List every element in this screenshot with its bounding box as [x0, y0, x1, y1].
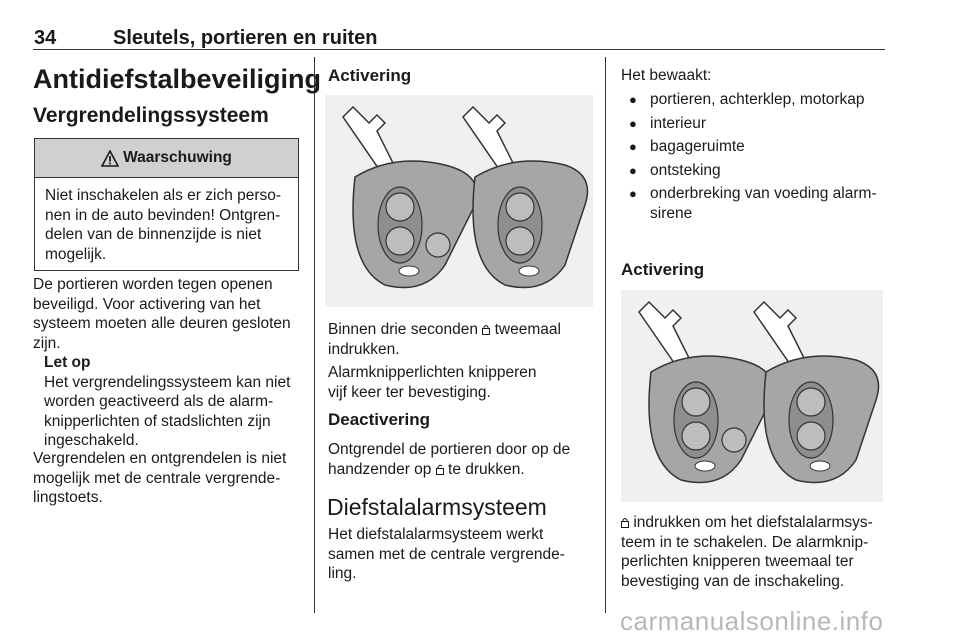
key-fob-illustration-2 [621, 290, 883, 502]
text-line: systeem moeten alle deuren gesloten [33, 315, 291, 332]
unlock-icon [436, 464, 444, 475]
alarm-activation-instruction [621, 513, 873, 591]
list-item [621, 184, 891, 204]
text-span: handzender op [328, 460, 432, 478]
text-line: ingeschakeld. [44, 432, 139, 449]
key-fob-icon [325, 95, 593, 307]
text-line: De portieren worden tegen openen [33, 276, 273, 293]
list-item: ● portieren, achterklep, motorkap [621, 90, 891, 110]
text-line [328, 320, 561, 340]
text-line: Ontgrendel de portieren door op de [328, 441, 571, 458]
activation-instruction [328, 320, 561, 359]
text-line [328, 460, 570, 480]
text-line: bevestiging van de inschakeling. [621, 572, 845, 590]
list-item: ● bagageruimte [621, 137, 891, 157]
header-divider [33, 49, 885, 50]
chapter-title: Sleutels, portieren en ruiten [113, 27, 378, 49]
watermark: carmanualsonline.info [620, 606, 884, 636]
note-block [44, 353, 290, 451]
key-fob-illustration [325, 95, 593, 307]
lock-icon [482, 324, 490, 335]
text-line: lingstoets. [33, 489, 103, 506]
note-heading: Let op [44, 354, 91, 371]
lock-icon [621, 517, 629, 528]
text-line: Het diefstalalarmsysteem werkt [328, 526, 544, 543]
body-paragraph [328, 525, 565, 584]
alarm-section-title: Diefstalalarmsysteem [327, 494, 547, 520]
warning-line: delen van de binnenzijde is niet [45, 226, 262, 243]
body-paragraph [328, 363, 537, 402]
activation-heading-2: Activering [621, 260, 705, 279]
text-line: Het vergrendelingssysteem kan niet [44, 373, 291, 391]
warning-triangle-icon [101, 150, 119, 167]
text-line: vijf keer ter bevestiging. [328, 383, 491, 401]
text-line: beveiligd. Voor activering van het [33, 295, 261, 313]
text-line: ling. [328, 565, 357, 582]
monitored-list [621, 90, 891, 223]
text-line: perlichten knipperen tweemaal ter [621, 553, 854, 570]
monitors-intro: Het bewaakt: [621, 67, 712, 84]
text-line: indrukken. [328, 340, 400, 358]
body-paragraph [33, 275, 291, 353]
text-span: te drukken. [448, 460, 525, 478]
page-number: 34 [34, 27, 57, 49]
text-line: mogelijk met de centrale vergrende- [33, 469, 281, 487]
section-title: Antidiefstalbeveiliging [33, 64, 322, 94]
deactivation-instruction [328, 440, 570, 479]
text-line: zijn. [33, 334, 61, 352]
text-line: knipperlichten of stadslichten zijn [44, 412, 271, 430]
text-line: teem in te schakelen. De alarmknip- [621, 533, 869, 551]
list-item-continuation: sirene [650, 204, 693, 222]
warning-box [34, 138, 299, 271]
text-line [621, 513, 873, 533]
deactivation-heading: Deactivering [328, 410, 431, 429]
warning-heading: Waarschuwing [123, 149, 232, 166]
key-fob-icon [621, 290, 883, 502]
text-span: Binnen drie seconden [328, 321, 478, 338]
warning-line: Niet inschakelen als er zich perso- [45, 187, 282, 204]
subsection-title: Vergrendelingssysteem [33, 104, 269, 127]
warning-header [35, 139, 298, 178]
text-line: samen met de centrale vergrende- [328, 545, 565, 563]
warning-line: nen in de auto bevinden! Ontgren- [45, 206, 281, 224]
activation-heading: Activering [328, 66, 412, 85]
list-item: ● ontsteking [621, 161, 891, 181]
text-line: worden geactiveerd als de alarm- [44, 393, 274, 410]
text-span: tweemaal [494, 321, 561, 338]
text-line: Vergrendelen en ontgrendelen is niet [33, 450, 287, 467]
text-span: indrukken om het diefstalalarmsys- [633, 514, 873, 531]
list-item: ● interieur [621, 114, 891, 134]
warning-text [35, 178, 298, 264]
text-span: onderbreking van voeding alarm- [650, 185, 877, 202]
warning-line: mogelijk. [45, 245, 107, 263]
body-paragraph [33, 449, 286, 508]
column-divider-2 [605, 57, 606, 613]
column-divider-1 [314, 57, 315, 613]
text-line: Alarmknipperlichten knipperen [328, 364, 537, 381]
